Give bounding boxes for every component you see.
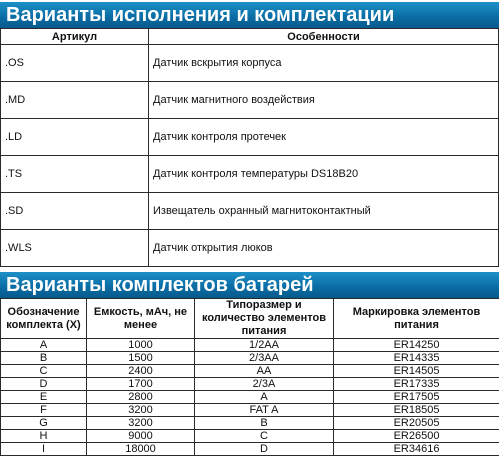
article-cell: .OS — [1, 45, 149, 82]
capacity-cell: 18000 — [87, 443, 195, 456]
table-row — [1, 119, 499, 156]
kit-cell: I — [1, 443, 87, 456]
table-row — [1, 404, 499, 417]
table-header-row — [1, 29, 499, 45]
battery-kits-table — [0, 298, 499, 456]
size-cell: 2/3A — [195, 378, 334, 391]
marking-cell: ER34616 — [334, 443, 499, 456]
header-kit-designation: Обозначение комплекта (X) — [1, 299, 87, 339]
feature-cell: Датчик контроля протечек — [149, 119, 499, 156]
header-features: Особенности — [149, 29, 499, 45]
capacity-cell: 3200 — [87, 417, 195, 430]
section-title-battery-kits: Варианты комплектов батарей — [0, 272, 499, 298]
table-header-row — [1, 299, 499, 339]
capacity-cell: 2800 — [87, 391, 195, 404]
size-cell: AA — [195, 365, 334, 378]
kit-cell: D — [1, 378, 87, 391]
size-cell: 1/2AA — [195, 339, 334, 352]
header-capacity: Емкость, мАч, не менее — [87, 299, 195, 339]
size-cell: D — [195, 443, 334, 456]
kit-cell: E — [1, 391, 87, 404]
header-size-count: Типоразмер и количество элементов питания — [195, 299, 334, 339]
size-cell: C — [195, 430, 334, 443]
article-cell: .SD — [1, 193, 149, 230]
marking-cell: ER26500 — [334, 430, 499, 443]
table-row — [1, 230, 499, 267]
feature-cell: Датчик вскрытия корпуса — [149, 45, 499, 82]
header-marking: Маркировка элементов питания — [334, 299, 499, 339]
article-cell: .WLS — [1, 230, 149, 267]
marking-cell: ER17335 — [334, 378, 499, 391]
capacity-cell: 3200 — [87, 404, 195, 417]
table-row — [1, 378, 499, 391]
table-row — [1, 193, 499, 230]
kit-cell: F — [1, 404, 87, 417]
marking-cell: ER17505 — [334, 391, 499, 404]
feature-cell: Датчик контроля температуры DS18B20 — [149, 156, 499, 193]
feature-cell: Датчик магнитного воздействия — [149, 82, 499, 119]
kit-cell: C — [1, 365, 87, 378]
kit-cell: H — [1, 430, 87, 443]
marking-cell: ER20505 — [334, 417, 499, 430]
article-cell: .LD — [1, 119, 149, 156]
article-cell: .TS — [1, 156, 149, 193]
article-cell: .MD — [1, 82, 149, 119]
feature-cell: Извещатель охранный магнитоконтактный — [149, 193, 499, 230]
kit-cell: B — [1, 352, 87, 365]
capacity-cell: 9000 — [87, 430, 195, 443]
table-row — [1, 352, 499, 365]
variants-table — [0, 28, 499, 267]
capacity-cell: 1500 — [87, 352, 195, 365]
marking-cell: ER18505 — [334, 404, 499, 417]
table-row — [1, 443, 499, 456]
table-row — [1, 417, 499, 430]
size-cell: 2/3AA — [195, 352, 334, 365]
kit-cell: A — [1, 339, 87, 352]
capacity-cell: 1700 — [87, 378, 195, 391]
size-cell: FAT A — [195, 404, 334, 417]
marking-cell: ER14505 — [334, 365, 499, 378]
table-row — [1, 430, 499, 443]
table-row — [1, 82, 499, 119]
table-row — [1, 156, 499, 193]
section-title-variants: Варианты исполнения и комплектации — [0, 2, 499, 28]
kit-cell: G — [1, 417, 87, 430]
capacity-cell: 1000 — [87, 339, 195, 352]
capacity-cell: 2400 — [87, 365, 195, 378]
table-row — [1, 45, 499, 82]
table-row — [1, 365, 499, 378]
marking-cell: ER14335 — [334, 352, 499, 365]
size-cell: B — [195, 417, 334, 430]
table-row — [1, 391, 499, 404]
feature-cell: Датчик открытия люков — [149, 230, 499, 267]
size-cell: A — [195, 391, 334, 404]
marking-cell: ER14250 — [334, 339, 499, 352]
header-article: Артикул — [1, 29, 149, 45]
table-row — [1, 339, 499, 352]
